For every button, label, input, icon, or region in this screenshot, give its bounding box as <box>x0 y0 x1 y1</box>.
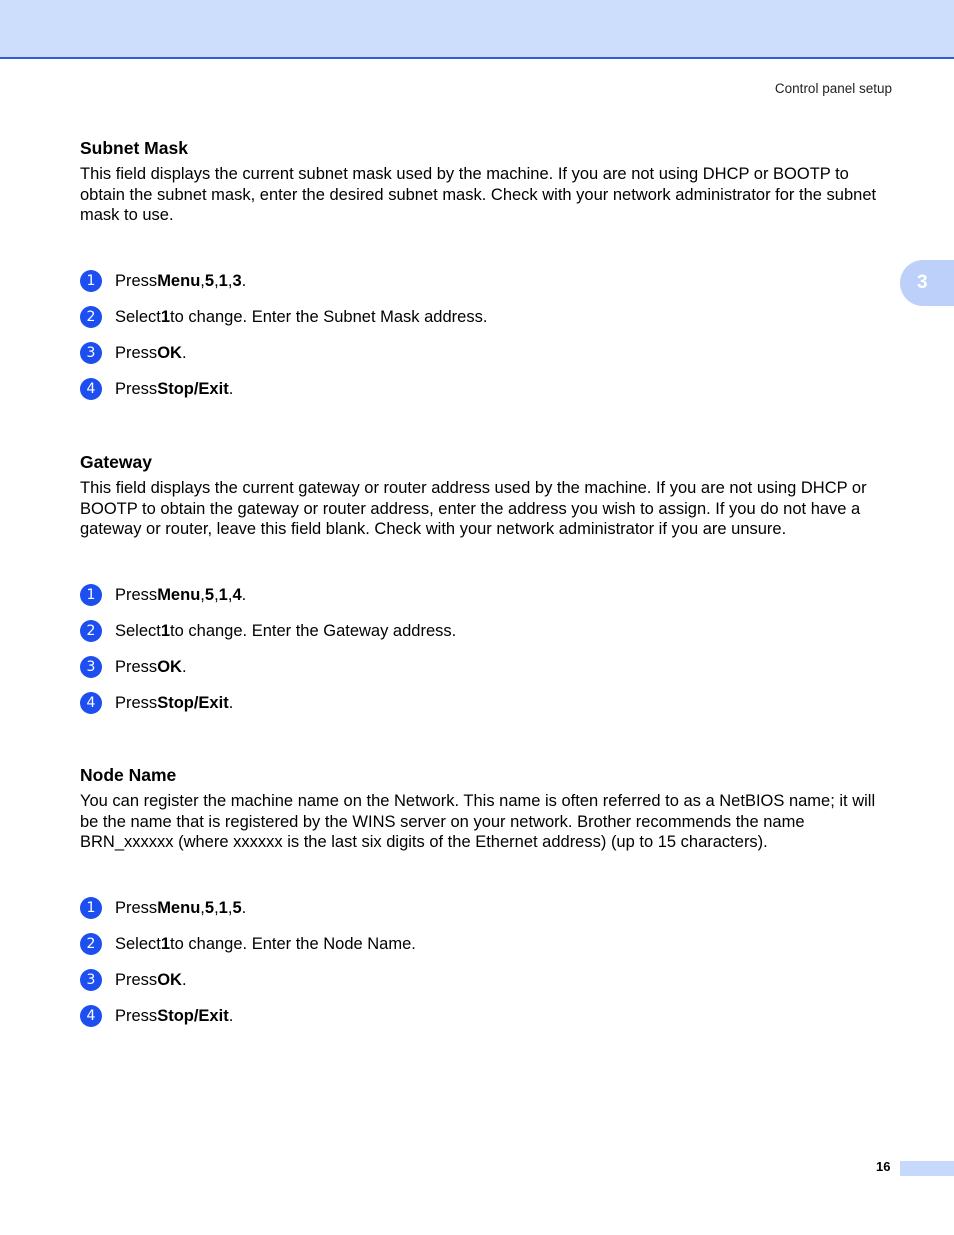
step-text: Select <box>115 307 161 326</box>
steps-node-name <box>80 896 892 1040</box>
step-number-icon: 3 <box>80 969 102 991</box>
step-item <box>80 691 892 715</box>
running-header: Control panel setup <box>774 81 892 96</box>
section-node-name <box>80 763 892 853</box>
step-number-icon: 1 <box>80 584 102 606</box>
step-sep: , <box>214 585 219 604</box>
step-key: 1 <box>160 934 171 953</box>
step-sep: , <box>227 585 233 604</box>
step-number-icon: 4 <box>80 378 102 400</box>
step-number-icon: 1 <box>80 897 102 919</box>
step-text: Select <box>115 934 161 953</box>
step-key: Menu <box>157 271 201 290</box>
step-text: . <box>181 970 187 989</box>
step-key: Stop/Exit <box>157 1006 229 1025</box>
step-key: 4 <box>232 585 242 604</box>
section-gateway <box>80 450 892 540</box>
step-key: OK <box>157 657 182 676</box>
step-key: Menu <box>157 898 201 917</box>
step-sep: , <box>214 271 219 290</box>
step-text: Press <box>115 970 158 989</box>
step-key: 3 <box>232 271 242 290</box>
step-text: Press <box>115 657 158 676</box>
section-title: Subnet Mask <box>80 138 188 158</box>
step-sep: , <box>200 585 205 604</box>
step-key: 1 <box>218 898 228 917</box>
step-key: 5 <box>232 898 242 917</box>
step-text: . <box>228 379 234 398</box>
step-text: Select <box>115 621 161 640</box>
step-item <box>80 655 892 679</box>
steps-gateway <box>80 583 892 727</box>
step-key: 1 <box>218 271 228 290</box>
header-band <box>0 0 954 59</box>
step-text: . <box>228 1006 234 1025</box>
step-key: 5 <box>204 271 215 290</box>
step-item <box>80 619 892 643</box>
step-number-icon: 2 <box>80 620 102 642</box>
step-key: 5 <box>204 898 215 917</box>
step-text: . <box>241 271 247 290</box>
section-title: Gateway <box>80 452 152 472</box>
step-sep: , <box>200 271 205 290</box>
step-number-icon: 3 <box>80 342 102 364</box>
step-item <box>80 269 892 293</box>
step-text: . <box>228 693 234 712</box>
step-number-icon: 2 <box>80 933 102 955</box>
step-item <box>80 377 892 401</box>
steps-subnet-mask <box>80 269 892 413</box>
step-item <box>80 1004 892 1028</box>
step-number-icon: 2 <box>80 306 102 328</box>
step-key: Stop/Exit <box>157 693 229 712</box>
step-text: Press <box>115 379 158 398</box>
step-text: Press <box>115 343 158 362</box>
step-text: Press <box>115 693 158 712</box>
section-title: Node Name <box>80 765 177 785</box>
step-number-icon: 1 <box>80 270 102 292</box>
step-text: . <box>241 585 247 604</box>
section-body: This field displays the current gateway or router address used by the machine. If you are not using DHCP or BOOTP to obtain the gateway or router address, enter the address you wish to assign. If you do not have a gateway or router, leave this field blank. Check with your network administrator if you are unsure. <box>80 479 867 538</box>
step-item <box>80 968 892 992</box>
step-item <box>80 305 892 329</box>
step-number-icon: 3 <box>80 656 102 678</box>
step-text: . <box>181 657 187 676</box>
chapter-tab: 3 <box>900 260 954 306</box>
step-key: OK <box>157 970 182 989</box>
step-key: 1 <box>160 307 171 326</box>
step-text: to change. Enter the Node Name. <box>170 934 416 953</box>
step-key: 1 <box>218 585 228 604</box>
step-item <box>80 583 892 607</box>
step-key: 5 <box>204 585 215 604</box>
step-text: Press <box>115 1006 158 1025</box>
section-body: You can register the machine name on the Network. This name is often referred to as a NetBIOS name; it will be the name that is registered by the WINS server on your network. Brother recommends the name BRN_xxxxxx (where xxxxxx is the last six digits of the Ethernet address) (up to 15 characters). <box>80 792 876 851</box>
step-text: Press <box>115 585 158 604</box>
step-text: . <box>241 898 247 917</box>
step-item <box>80 896 892 920</box>
step-key: OK <box>157 343 182 362</box>
step-text: . <box>181 343 187 362</box>
step-key: 1 <box>160 621 171 640</box>
step-sep: , <box>227 898 233 917</box>
section-body: This field displays the current subnet mask used by the machine. If you are not using DHCP or BOOTP to obtain the subnet mask, enter the desired subnet mask. Check with your network administrator for the subnet mask to use. <box>80 165 877 224</box>
step-sep: , <box>214 898 219 917</box>
footer-bar <box>900 1161 954 1176</box>
step-text: to change. Enter the Gateway address. <box>170 621 457 640</box>
step-item <box>80 341 892 365</box>
page-number: 16 <box>876 1159 891 1174</box>
step-number-icon: 4 <box>80 692 102 714</box>
step-sep: , <box>200 898 205 917</box>
step-number-icon: 4 <box>80 1005 102 1027</box>
step-text: to change. Enter the Subnet Mask address. <box>170 307 488 326</box>
step-key: Stop/Exit <box>157 379 229 398</box>
step-key: Menu <box>157 585 201 604</box>
step-item <box>80 932 892 956</box>
step-text: Press <box>115 271 158 290</box>
step-sep: , <box>227 271 233 290</box>
section-subnet-mask <box>80 136 892 226</box>
step-text: Press <box>115 898 158 917</box>
